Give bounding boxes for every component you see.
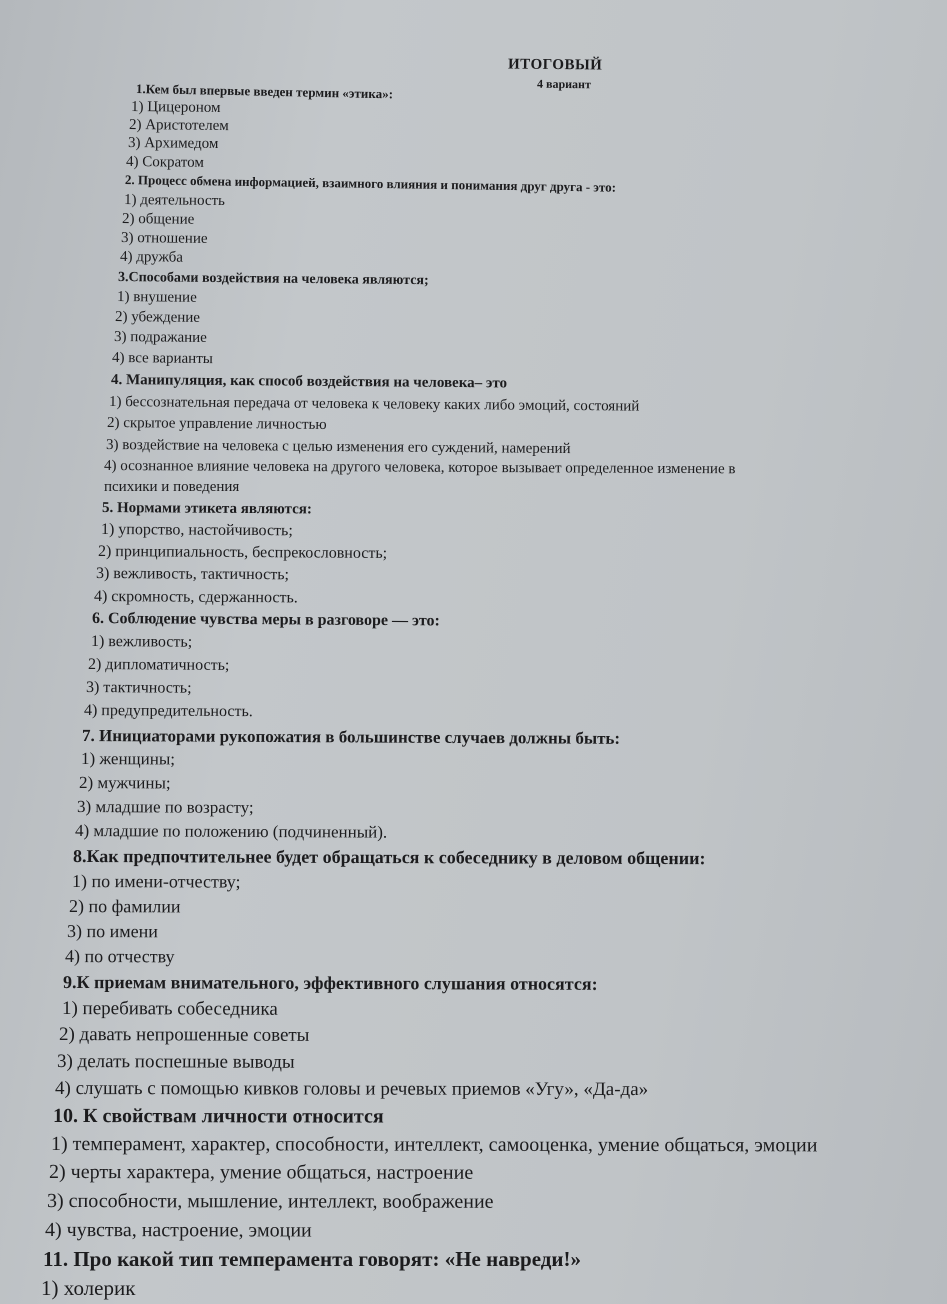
question-7-option-3: 3) младшие по возрасту; — [76, 797, 254, 817]
question-1-text: 1.Кем был впервые введен термин «этика»: — [135, 81, 394, 102]
question-9-option-2: 2) давать непрошенные советы — [58, 1024, 310, 1046]
question-6-text: 6. Соблюдение чувства меры в разговоре — это: — [91, 610, 440, 630]
question-7-option-1: 1) женщины; — [80, 749, 176, 769]
question-7-text: 7. Инициаторами рукопожатия в большинстве случаев должны быть: — [81, 726, 621, 748]
question-6-option-3: 3) тактичность; — [85, 679, 192, 697]
question-1-option-4: 4) Сократом — [125, 154, 204, 171]
question-11-text: 11. Про какой тип темперамента говорят: «Не навреди!» — [43, 1247, 581, 1271]
question-9-option-3: 3) делать поспешные выводы — [56, 1051, 295, 1073]
question-1-option-3: 3) Архимедом — [127, 135, 219, 152]
question-7-option-2: 2) мужчины; — [78, 773, 171, 793]
question-5-option-4: 4) скромность, сдержанность. — [93, 588, 298, 607]
question-4-option-4: 4) осознанное влияние человека на другого человека, которое вызывает определенное изменение в — [103, 458, 736, 478]
question-10-text: 10. К свойствам личности относится — [52, 1105, 384, 1128]
question-5-option-2: 2) принципиальность, беспрекословность; — [97, 543, 388, 563]
question-4-option-3: 3) воздействие на человека с целью изменения его суждений, намерений — [105, 437, 571, 458]
question-2-option-3: 3) отношение — [120, 230, 208, 247]
question-3-option-4: 4) все варианты — [111, 350, 213, 368]
question-2-text: 2. Процесс обмена информацией, взаимного влияния и понимания друг друга - это: — [124, 172, 617, 195]
document-variant: 4 вариант — [536, 76, 591, 92]
question-5-option-3: 3) вежливость, тактичность; — [95, 565, 290, 584]
question-3-option-1: 1) внушение — [116, 289, 197, 306]
question-6-option-2: 2) дипломатичность; — [87, 656, 230, 674]
question-2-option-1: 1) деятельность — [123, 192, 226, 210]
question-9-option-4: 4) слушать с помощью кивков головы и речевых приемов «Угу», «Да-да» — [54, 1078, 649, 1101]
question-3-option-2: 2) убеждение — [114, 309, 201, 326]
question-10-option-3: 3) способности, мышление, интеллект, воображение — [46, 1190, 494, 1213]
document-title: ИТОГОВЫЙ — [507, 56, 603, 74]
question-10-option-2: 2) черты характера, умение общаться, настроение — [48, 1161, 474, 1184]
question-10-option-1: 1) темперамент, характер, способности, интеллект, самооценка, умение общаться, эмоции — [50, 1133, 818, 1157]
question-8-option-4: 4) по отчеству — [64, 946, 175, 967]
question-5-text: 5. Нормами этикета являются: — [101, 500, 312, 518]
question-8-option-2: 2) по фамилии — [68, 896, 181, 917]
question-7-option-4: 4) младшие по положению (подчиненный). — [74, 821, 388, 842]
question-4-option-4-continuation: психики и поведения — [104, 479, 240, 495]
question-4-text: 4. Манипуляция, как способ воздействия на человека– это — [110, 372, 508, 392]
question-3-text: 3.Способами воздействия на человека являются; — [117, 270, 429, 289]
question-10-option-4: 4) чувства, настроение, эмоции — [44, 1219, 312, 1242]
question-8-text: 8.Как предпочтительнее будет обращаться к собеседнику в деловом общении: — [72, 846, 706, 869]
question-4-option-1: 1) бессознательная передача от человека к человеку каких либо эмоций, состояний — [108, 394, 640, 415]
question-2-option-2: 2) общение — [121, 211, 195, 228]
question-3-option-3: 3) подражание — [113, 329, 207, 346]
question-1-option-1: 1) Цицероном — [130, 99, 221, 116]
question-4-option-2: 2) скрытое управление личностью — [106, 415, 327, 433]
question-2-option-4: 4) дружба — [119, 249, 184, 266]
question-9-text: 9.К приемам внимательного, эффективного слушания относятся: — [62, 972, 598, 994]
question-8-option-1: 1) по имени-отчеству; — [71, 871, 241, 892]
question-9-option-1: 1) перебивать собеседника — [61, 998, 278, 1020]
question-6-option-1: 1) вежливость; — [90, 633, 193, 651]
question-5-option-1: 1) упорство, настойчивость; — [100, 521, 293, 540]
question-1-option-2: 2) Аристотелем — [128, 117, 229, 135]
question-11-option-1: 1) холерик — [41, 1276, 136, 1300]
question-6-option-4: 4) предупредительность. — [83, 702, 253, 721]
question-8-option-3: 3) по имени — [66, 921, 158, 942]
